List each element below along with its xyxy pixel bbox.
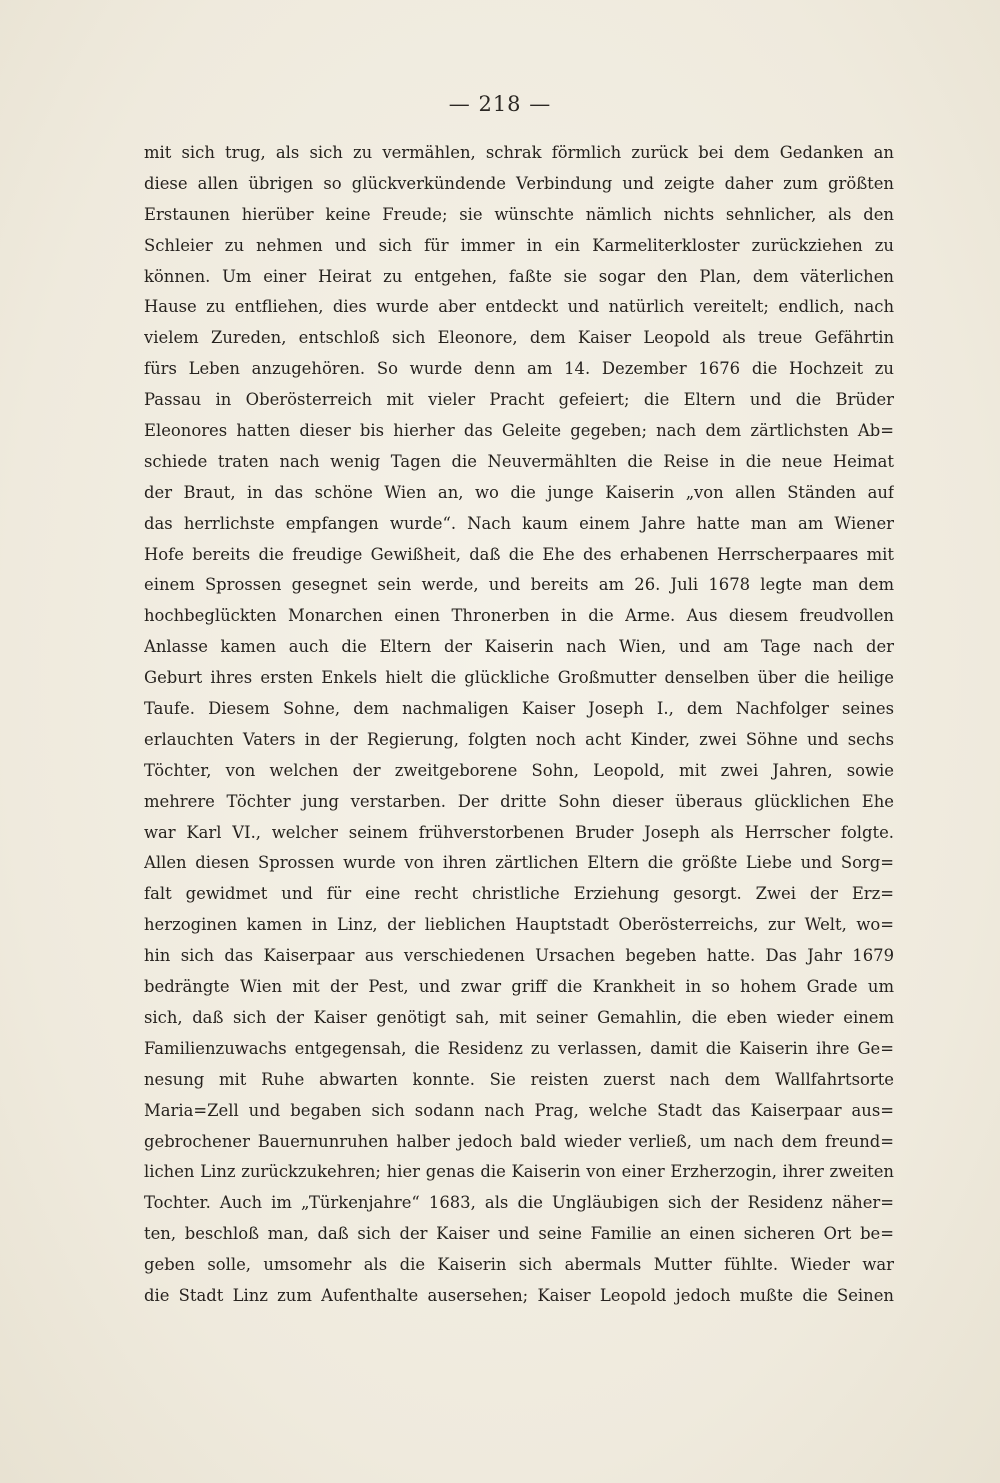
text-line: Hofe bereits die freudige Gewißheit, daß die Ehe des erhabenen Herrscherpaares mit xyxy=(144,544,894,564)
text-line: gebrochener Bauernunruhen halber jedoch bald wieder verließ, um nach dem freund= xyxy=(144,1131,894,1151)
text-line: Tochter. Auch im „Türkenjahre“ 1683, als die Ungläubigen sich der Residenz näher= xyxy=(144,1193,894,1213)
text-line: herzoginen kamen in Linz, der lieblichen Hauptstadt Oberösterreichs, zur Welt, wo= xyxy=(144,915,894,935)
text-line: geben solle, umsomehr als die Kaiserin sich abermals Mutter fühlte. Wieder war xyxy=(144,1255,894,1275)
text-line: Familienzuwachs entgegensah, die Residenz zu verlassen, damit die Kaiserin ihre Ge= xyxy=(144,1038,894,1058)
text-line: Anlasse kamen auch die Eltern der Kaiserin nach Wien, und am Tage nach der xyxy=(144,637,894,657)
text-line: fürs Leben anzugehören. So wurde denn am 14. Dezember 1676 die Hochzeit zu xyxy=(144,359,894,379)
text-line: Eleonores hatten dieser bis hierher das Geleite gegeben; nach dem zärtlichsten Ab= xyxy=(144,421,894,441)
text-line: Schleier zu nehmen und sich für immer in ein Karmeliterkloster zurückziehen zu xyxy=(144,235,894,255)
text-line: lichen Linz zurückzukehren; hier genas die Kaiserin von einer Erzherzogin, ihrer zweiten xyxy=(144,1162,894,1182)
text-line: ten, beschloß man, daß sich der Kaiser und seine Familie an einen sicheren Ort be= xyxy=(144,1224,894,1244)
text-line: mehrere Töchter jung verstarben. Der dritte Sohn dieser überaus glücklichen Ehe xyxy=(144,791,894,811)
text-line: nesung mit Ruhe abwarten konnte. Sie reisten zuerst nach dem Wallfahrtsorte xyxy=(144,1069,894,1089)
body-text xyxy=(144,138,894,1312)
text-line: Töchter, von welchen der zweitgeborene Sohn, Leopold, mit zwei Jahren, sowie xyxy=(144,760,894,780)
text-line: Erstaunen hierüber keine Freude; sie wünschte nämlich nichts sehnlicher, als den xyxy=(144,204,894,224)
text-line: schiede traten nach wenig Tagen die Neuvermählten die Reise in die neue Heimat xyxy=(144,451,894,471)
text-line: Geburt ihres ersten Enkels hielt die glückliche Großmutter denselben über die heilige xyxy=(144,668,894,688)
page-number: — 218 — xyxy=(448,92,552,116)
text-line: bedrängte Wien mit der Pest, und zwar griff die Krankheit in so hohem Grade um xyxy=(144,977,894,997)
text-line: das herrlichste empfangen wurde“. Nach kaum einem Jahre hatte man am Wiener xyxy=(144,513,894,533)
text-line: Maria=Zell und begaben sich sodann nach Prag, welche Stadt das Kaiserpaar aus= xyxy=(144,1100,894,1120)
text-line: Passau in Oberösterreich mit vieler Pracht gefeiert; die Eltern und die Brüder xyxy=(144,390,894,410)
text-line: Taufe. Diesem Sohne, dem nachmaligen Kaiser Joseph I., dem Nachfolger seines xyxy=(144,699,894,719)
text-line: einem Sprossen gesegnet sein werde, und bereits am 26. Juli 1678 legte man dem xyxy=(144,575,894,595)
text-line: der Braut, in das schöne Wien an, wo die junge Kaiserin „von allen Ständen auf xyxy=(144,482,894,502)
text-line: erlauchten Vaters in der Regierung, folgten noch acht Kinder, zwei Söhne und sechs xyxy=(144,729,894,749)
text-line: hin sich das Kaiserpaar aus verschiedenen Ursachen begeben hatte. Das Jahr 1679 xyxy=(144,946,894,966)
text-line: die Stadt Linz zum Aufenthalte ausersehen; Kaiser Leopold jedoch mußte die Seinen xyxy=(144,1285,894,1305)
text-line: diese allen übrigen so glückverkündende Verbindung und zeigte daher zum größten xyxy=(144,173,894,193)
text-line: mit sich trug, als sich zu vermählen, schrak förmlich zurück bei dem Gedanken an xyxy=(144,143,894,162)
text-line: hochbeglückten Monarchen einen Thronerben in die Arme. Aus diesem freudvollen xyxy=(144,606,894,626)
text-line: war Karl VI., welcher seinem frühverstorbenen Bruder Joseph als Herrscher folgte. xyxy=(144,822,894,842)
text-line: vielem Zureden, entschloß sich Eleonore, dem Kaiser Leopold als treue Gefährtin xyxy=(144,328,894,348)
text-line: können. Um einer Heirat zu entgehen, faßte sie sogar den Plan, dem väterlichen xyxy=(144,266,894,286)
text-line: Hause zu entfliehen, dies wurde aber entdeckt und natürlich vereitelt; endlich, nach xyxy=(144,297,894,317)
text-line: Allen diesen Sprossen wurde von ihren zärtlichen Eltern die größte Liebe und Sorg= xyxy=(144,853,894,873)
text-line: falt gewidmet und für eine recht christliche Erziehung gesorgt. Zwei der Erz= xyxy=(144,884,894,904)
text-line: sich, daß sich der Kaiser genötigt sah, mit seiner Gemahlin, die eben wieder einem xyxy=(144,1007,894,1027)
